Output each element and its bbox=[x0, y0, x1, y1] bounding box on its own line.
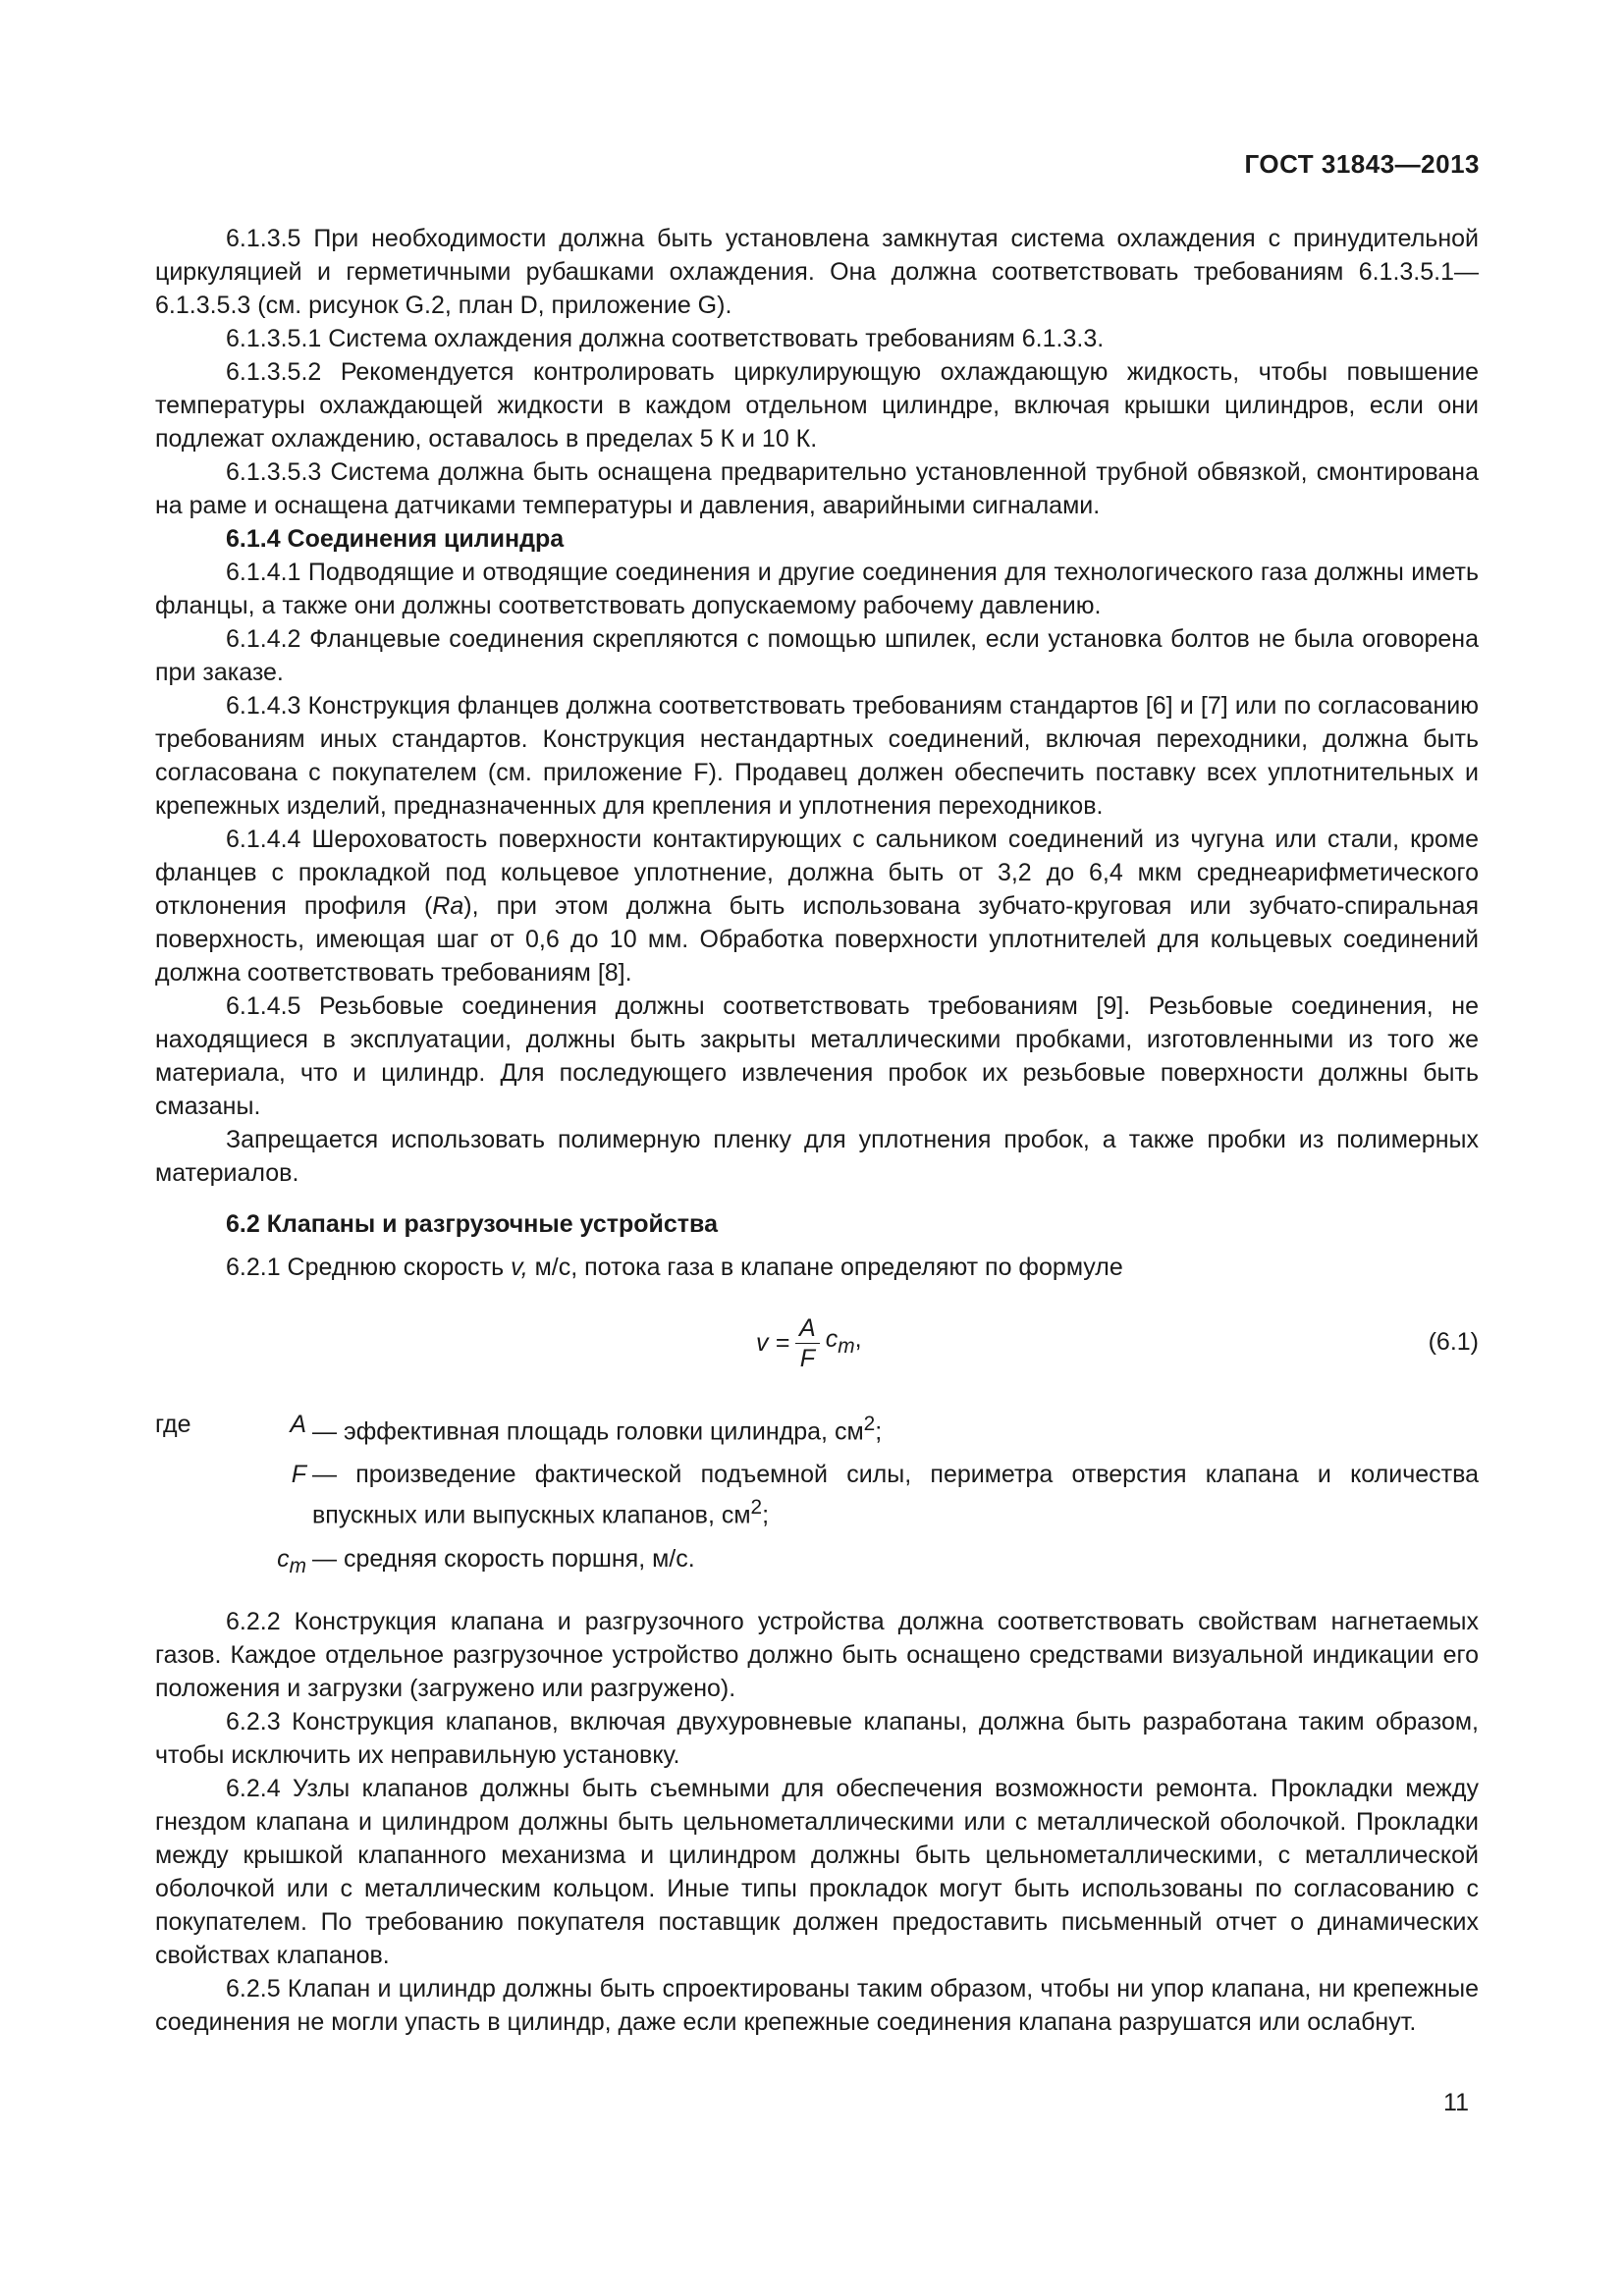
paragraph-6-1-4-3: 6.1.4.3 Конструкция фланцев должна соответствовать требованиям стандартов [6] и [7] или по согласованию требованиям иных стандартов. Конструкция нестандартных соединений, включая переходники, должна быть согласована с покупателем (см. приложение F). Продавец должен обеспечить поставку всех уплотнительных и крепежных изделий, предназначенных для крепления и уплотнения переходников. bbox=[155, 692, 1479, 820]
legend-description bbox=[312, 1408, 1479, 1448]
section-heading-6-2: 6.2 Клапаны и разгрузочные устройства bbox=[226, 1210, 718, 1238]
legend-sup: 2 bbox=[863, 1413, 876, 1435]
page-number: 11 bbox=[1443, 2089, 1469, 2116]
document-code-header: ГОСТ 31843—2013 bbox=[1244, 149, 1480, 179]
section-heading-6-1-4: 6.1.4 Соединения цилиндра bbox=[226, 525, 565, 553]
formula-6-1 bbox=[756, 1294, 862, 1392]
legend-description bbox=[312, 1542, 1479, 1583]
formula-rhs-symbol: c bbox=[825, 1325, 839, 1353]
paragraph-prohibition: Запрещается использовать полимерную пленку для уплотнения пробок, а также пробки из полимерных материалов. bbox=[155, 1126, 1479, 1187]
legend-symbol-subscript: m bbox=[289, 1554, 306, 1577]
legend-symbol bbox=[226, 1542, 312, 1583]
formula-rhs-subscript: m bbox=[838, 1335, 855, 1358]
legend-text: — произведение фактической подъемной силы, периметра отверстия клапана и количества впускных или выпускных клапанов, см bbox=[312, 1461, 1479, 1529]
velocity-symbol: v, bbox=[511, 1254, 528, 1281]
paragraph-6-1-4-2: 6.1.4.2 Фланцевые соединения скрепляются с помощью шпилек, если установка болтов не была оговорена при заказе. bbox=[155, 625, 1479, 686]
equation-number: (6.1) bbox=[1428, 1328, 1479, 1356]
legend-symbol-main: F bbox=[291, 1461, 306, 1489]
paragraph-text: 6.1.4.4 Шероховатость поверхности контактирующих с сальником соединений из чугуна или стали, кроме фланцев с прокладкой под кольцевое уплотнение, должна быть от 3,2 до 6,4 мкм среднеарифметического отклонения профиля ( bbox=[155, 826, 1479, 920]
legend-symbol-main: A bbox=[290, 1411, 306, 1438]
formula-fraction bbox=[795, 1313, 820, 1373]
paragraph-6-2-5: 6.2.5 Клапан и цилиндр должны быть спроектированы таким образом, чтобы ни упор клапана, ни крепежные соединения не могли упасть в цилиндр, даже если крепежные соединения клапана разрушатся или ослабнут. bbox=[155, 1974, 1479, 2036]
formula-rhs-tail: , bbox=[854, 1325, 862, 1353]
paragraph-6-1-4-1: 6.1.4.1 Подводящие и отводящие соединения и другие соединения для технологического газа должны иметь фланцы, а также они должны соответствовать допускаемому рабочему давлению. bbox=[155, 559, 1479, 619]
paragraph-6-1-4-5: 6.1.4.5 Резьбовые соединения должны соответствовать требованиям [9]. Резьбовые соединения, не находящиеся в эксплуатации, должны быть закрыты металлическими пробками, изготовленными из того же материала, что и цилиндр. Для последующего извлечения пробок их резьбовые поверхности должны быть смазаны. bbox=[155, 992, 1479, 1120]
paragraph-text: м/с, потока газа в клапане определяют по формуле bbox=[527, 1254, 1123, 1281]
legend-symbol bbox=[226, 1408, 312, 1448]
document-body bbox=[155, 222, 1479, 2039]
legend-text: — эффективная площадь головки цилиндра, см bbox=[312, 1417, 864, 1446]
paragraph-6-2-3: 6.2.3 Конструкция клапанов, включая двухуровневые клапаны, должна быть разработана таким образом, чтобы исключить их неправильную установку. bbox=[155, 1707, 1479, 1769]
paragraph-text: ), при этом должна быть использована зубчато-круговая или зубчато-спиральная поверхность, имеющая шаг от 0,6 до 10 мм. Обработка поверхности уплотнителей для кольцевых соединений должна соответствовать требованиям [8]. bbox=[155, 892, 1479, 987]
paragraph-6-2-1 bbox=[155, 1251, 1479, 1284]
formula-numerator: A bbox=[795, 1313, 820, 1344]
paragraph-6-1-3-5-1: 6.1.3.5.1 Система охлаждения должна соответствовать требованиям 6.1.3.3. bbox=[226, 325, 1105, 352]
paragraph-6-2-2: 6.2.2 Конструкция клапана и разгрузочного устройства должна соответствовать свойствам нагнетаемых газов. Каждое отдельное разгрузочное устройство должно быть оснащено средствами визуальной индикации его положения и загрузки (загружено или разгружено). bbox=[155, 1607, 1479, 1702]
legend-text: — средняя скорость поршня, м/с. bbox=[312, 1544, 695, 1573]
paragraph-6-1-3-5-2: 6.1.3.5.2 Рекомендуется контролировать циркулирующую охлаждающую жидкость, чтобы повышение температуры охлаждающей жидкости в каждом отдельном цилиндре, включая крышки цилиндров, если они подлежат охлаждению, оставалось в пределах 5 К и 10 К. bbox=[155, 358, 1479, 453]
paragraph-6-1-3-5: 6.1.3.5 При необходимости должна быть установлена замкнутая система охлаждения с принудительной циркуляцией и герметичными рубашками охлаждения. Она должна соответствовать требованиям 6.1.3.5.1—6.1.3.5.3 (см. рисунок G.2, план D, приложение G). bbox=[155, 225, 1479, 319]
paragraph-6-1-3-5-3: 6.1.3.5.3 Система должна быть оснащена предварительно установленной трубной обвязкой, смонтирована на раме и оснащена датчиками температуры и давления, аварийными сигналами. bbox=[155, 458, 1479, 519]
paragraph-6-1-4-4 bbox=[155, 823, 1479, 989]
legend-symbol-main: c bbox=[277, 1544, 290, 1573]
roughness-symbol: Ra bbox=[432, 892, 464, 920]
legend-tail: ; bbox=[762, 1501, 770, 1529]
formula-lhs: v = bbox=[756, 1329, 790, 1357]
legend-lead: где bbox=[155, 1411, 191, 1438]
legend-symbol bbox=[226, 1458, 312, 1531]
legend-item-product bbox=[155, 1458, 1479, 1531]
legend-item-area bbox=[155, 1408, 1479, 1448]
legend-item-piston-speed bbox=[155, 1542, 1479, 1583]
paragraph-text: 6.2.1 Среднюю скорость bbox=[226, 1254, 512, 1281]
formula-block bbox=[155, 1294, 1479, 1400]
formula-rhs bbox=[826, 1322, 862, 1363]
formula-denominator: F bbox=[799, 1344, 816, 1372]
paragraph-6-2-4: 6.2.4 Узлы клапанов должны быть съемными для обеспечения возможности ремонта. Прокладки между гнездом клапана и цилиндром должны быть цельнометаллическими или с металлической оболочкой. Прокладки между крышкой клапанного механизма и цилиндром должны быть цельнометаллическими, с металлической оболочкой или с металлическим кольцом. Иные типы прокладок могут быть использованы по согласованию с покупателем. По требованию покупателя поставщик должен предоставить письменный отчет о динамических свойствах клапанов. bbox=[155, 1774, 1479, 1969]
legend-description bbox=[312, 1458, 1479, 1531]
legend-tail: ; bbox=[875, 1417, 883, 1446]
legend-sup: 2 bbox=[750, 1496, 763, 1520]
